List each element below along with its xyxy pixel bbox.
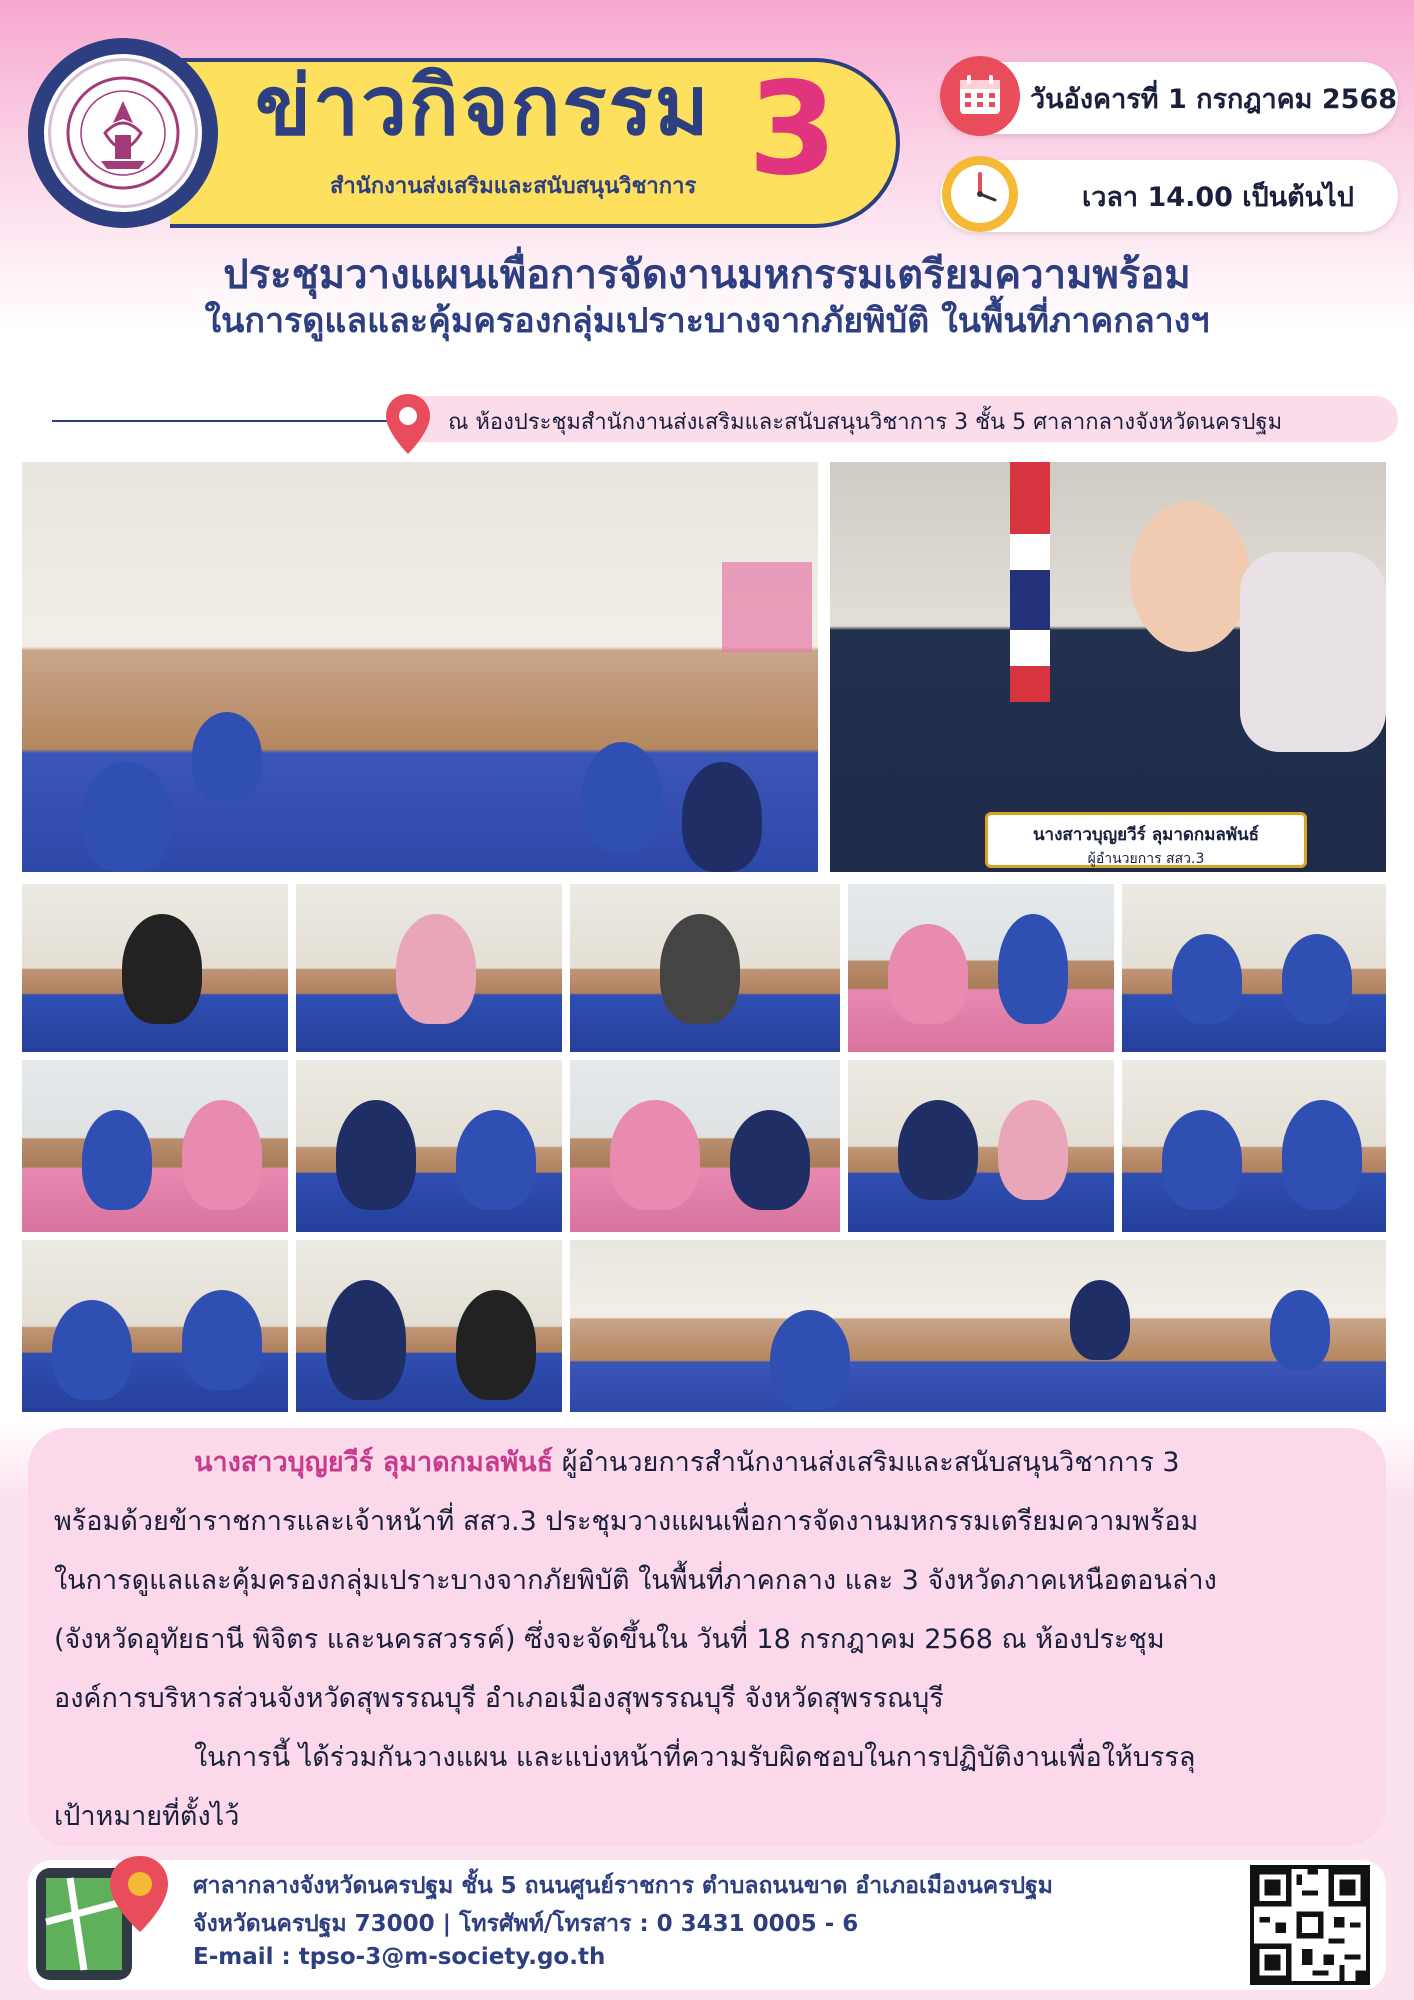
body-line-6: ในการนี้ ได้ร่วมกันวางแผน และแบ่งหน้าที่ความรับผิดชอบในการปฏิบัติงานเพื่อให้บรรลุ xyxy=(194,1742,1196,1773)
caption-role: ผู้อำนวยการ สสว.3 xyxy=(1087,851,1205,867)
director-caption xyxy=(985,812,1307,868)
participant-photo xyxy=(1122,1060,1386,1232)
footer-email[interactable]: E-mail : tpso-3@m-society.go.th xyxy=(193,1944,606,1970)
divider-line xyxy=(52,420,412,422)
seal-logo xyxy=(28,38,218,228)
footer-address-1: ศาลากลางจังหวัดนครปฐม ชั้น 5 ถนนศูนย์ราชการ ตำบลถนนขาด อำเภอเมืองนครปฐม xyxy=(193,1873,1053,1899)
caption-name: นางสาวบุญยวีร์ ลุมาดกมลพันธ์ xyxy=(1032,825,1260,845)
headline xyxy=(0,250,1414,343)
participant-photo xyxy=(848,1060,1114,1232)
participant-photo xyxy=(22,884,288,1052)
body-line-1: นางสาวบุญยวีร์ ลุมาดกมลพันธ์ ผู้อำนวยการสำนักงานส่งเสริมและสนับสนุนวิชาการ 3 xyxy=(194,1447,1180,1478)
clock-icon xyxy=(938,152,1022,240)
participant-photo xyxy=(22,1240,288,1412)
date-text: วันอังคารที่ 1 กรกฎาคม 2568 xyxy=(1030,83,1398,115)
body-name: นางสาวบุญยวีร์ ลุมาดกมลพันธ์ xyxy=(194,1447,554,1478)
page-title: ข่าวกิจกรรม xyxy=(255,59,711,154)
footer-address-2: จังหวัดนครปฐม 73000 | โทรศัพท์/โทรสาร : 0 3431 0005 - 6 xyxy=(193,1911,859,1937)
time-pill xyxy=(940,160,1398,232)
participant-photo xyxy=(570,1060,840,1232)
body-line-5: องค์การบริหารส่วนจังหวัดสุพรรณบุรี อำเภอเมืองสุพรรณบุรี จังหวัดสุพรรณบุรี xyxy=(54,1683,944,1714)
participant-photo xyxy=(570,884,840,1052)
director-portrait-photo xyxy=(830,462,1386,872)
meeting-room-photo xyxy=(22,462,818,872)
participant-photo xyxy=(296,884,562,1052)
body-line-3: ในการดูแลและคุ้มครองกลุ่มเปราะบางจากภัยพิบัติ ในพื้นที่ภาคกลาง และ 3 จังหวัดภาคเหนือตอนล่าง xyxy=(54,1565,1217,1596)
headline-line-2: ในการดูแลและคุ้มครองกลุ่มเปราะบางจากภัยพิบัติ ในพื้นที่ภาคกลางฯ xyxy=(204,301,1210,341)
time-text: เวลา 14.00 เป็นต้นไป xyxy=(1082,181,1354,213)
participant-photo xyxy=(848,884,1114,1052)
office-number: 3 xyxy=(748,55,838,204)
body-line-7: เป้าหมายที่ตั้งไว้ xyxy=(54,1801,240,1832)
participant-photo xyxy=(296,1060,562,1232)
qr-code xyxy=(1250,1865,1370,1985)
meeting-wide-photo xyxy=(570,1240,1386,1412)
participant-photo xyxy=(22,1060,288,1232)
map-icon xyxy=(30,1852,170,1992)
office-subtitle: สำนักงานส่งเสริมและสนับสนุนวิชาการ xyxy=(330,174,697,199)
headline-line-1: ประชุมวางแผนเพื่อการจัดงานมหกรรมเตรียมความพร้อม xyxy=(223,252,1191,298)
body-line-4: (จังหวัดอุทัยธานี พิจิตร และนครสวรรค์) ซึ่งจะจัดขึ้นใน วันที่ 18 กรกฎาคม 2568 ณ ห้องประชุม xyxy=(54,1624,1165,1655)
participant-photo xyxy=(1122,884,1386,1052)
participant-photo xyxy=(296,1240,562,1412)
map-pin-icon xyxy=(384,392,432,460)
body-line-2: พร้อมด้วยข้าราชการและเจ้าหน้าที่ สสว.3 ประชุมวางแผนเพื่อการจัดงานมหกรรมเตรียมความพร้อม xyxy=(54,1506,1199,1537)
location-text: ณ ห้องประชุมสำนักงานส่งเสริมและสนับสนุนวิชาการ 3 ชั้น 5 ศาลากลางจังหวัดนครปฐม xyxy=(448,410,1283,435)
calendar-icon xyxy=(938,54,1022,142)
date-pill xyxy=(940,62,1398,134)
